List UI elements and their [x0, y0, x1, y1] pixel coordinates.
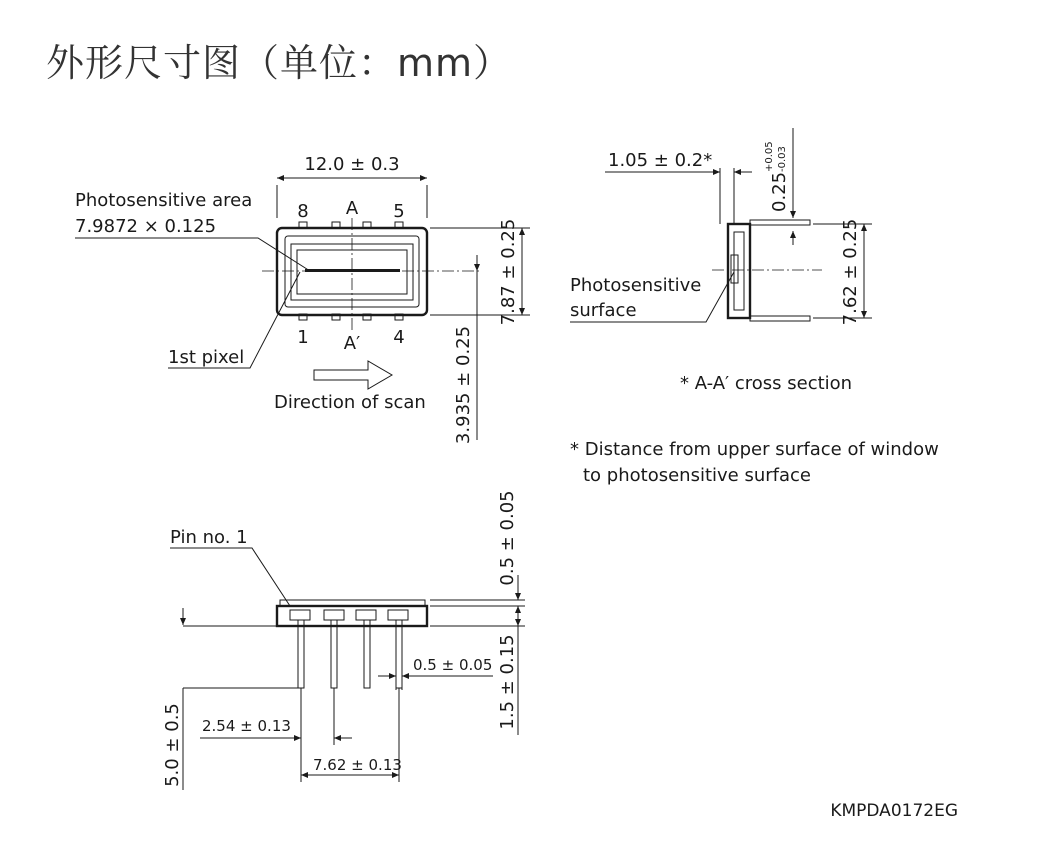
row-spacing-dimension: 7.62 ± 0.25 — [840, 218, 861, 326]
side-window-dimension: 0.5 ± 0.05 — [497, 490, 518, 586]
lead-upper — [750, 220, 810, 225]
section-a-label: A — [345, 198, 359, 219]
offset-dimension: 3.935 ± 0.25 — [453, 325, 474, 445]
photosensitive-area-label: Photosensitive area — [75, 190, 253, 211]
page-title: 外形尺寸图（单位：mm） — [46, 41, 513, 85]
lead-lower — [750, 316, 810, 321]
document-code: KMPDA0172EG — [830, 801, 958, 821]
scan-direction-arrow — [314, 361, 392, 389]
body-thickness-dimension: 1.5 ± 0.15 — [497, 634, 518, 730]
note-line-1: * Distance from upper surface of window — [570, 439, 939, 460]
pin-4-label: 4 — [393, 327, 405, 348]
photosensitive-surface-label-2: surface — [570, 300, 637, 321]
photosensitive-area — [305, 269, 400, 272]
top-width-dimension: 12.0 ± 0.3 — [304, 154, 400, 175]
tolerance-plus: +0.05 — [764, 141, 775, 172]
tolerance-minus: -0.03 — [777, 146, 788, 172]
scan-direction-label: Direction of scan — [274, 392, 426, 413]
top-view — [75, 154, 530, 444]
window-distance-dimension: 1.05 ± 0.2* — [608, 150, 713, 171]
cross-section-caption: * A-A′ cross section — [680, 373, 853, 394]
note-line-2: to photosensitive surface — [583, 465, 811, 486]
pin-1-label: 1 — [297, 327, 309, 348]
pin-width-dimension: 0.5 ± 0.05 — [413, 656, 493, 674]
pin-1-side-label: Pin no. 1 — [170, 527, 248, 548]
cross-section-view — [570, 128, 872, 394]
pin — [396, 620, 402, 688]
pin — [298, 620, 304, 688]
pin-pitch-dimension: 2.54 ± 0.13 — [202, 717, 291, 735]
section-a-prime-label: A′ — [343, 333, 361, 354]
side-view — [162, 490, 525, 790]
pin-5-label: 5 — [393, 201, 405, 222]
photosensitive-area-size: 7.9872 × 0.125 — [75, 216, 217, 237]
top-height-dimension: 7.87 ± 0.25 — [498, 218, 519, 326]
side-body — [277, 606, 427, 626]
lead-thickness-dimension: 0.25 — [769, 171, 790, 212]
first-pixel-label: 1st pixel — [168, 347, 245, 368]
photosensitive-surface-label: Photosensitive — [570, 275, 702, 296]
pin — [364, 620, 370, 688]
pin — [331, 620, 337, 688]
pin-8-label: 8 — [297, 201, 309, 222]
pin-span-dimension: 7.62 ± 0.13 — [313, 756, 402, 774]
lead-length-dimension: 5.0 ± 0.5 — [162, 703, 183, 787]
